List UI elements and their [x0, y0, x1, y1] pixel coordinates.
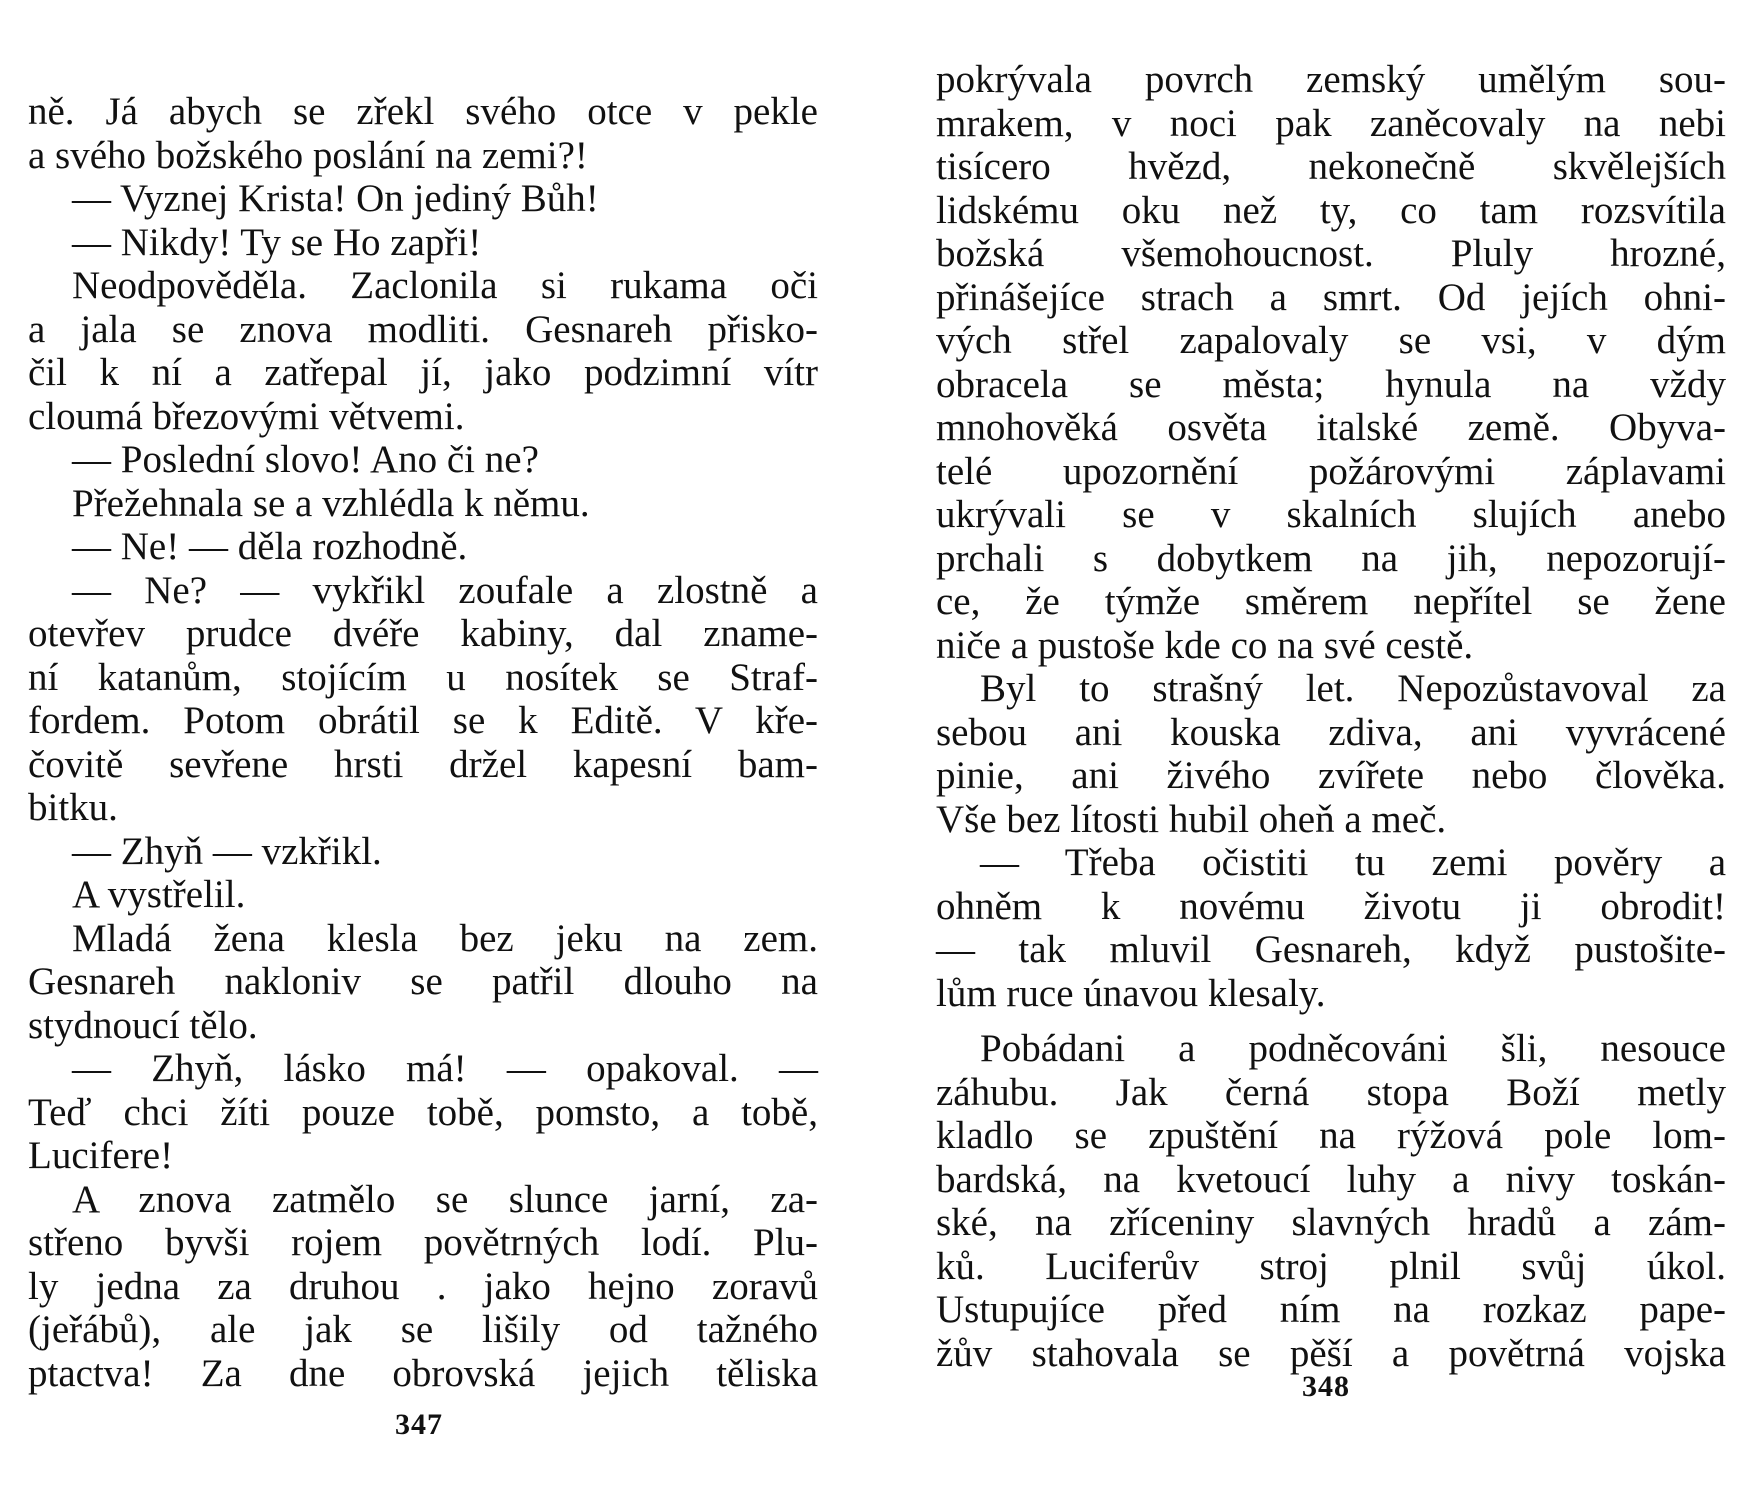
text-line: (jeřábů), ale jak se lišily od tažného — [28, 1308, 818, 1351]
right-page — [874, 0, 1748, 1500]
text-line: střeno byvši rojem povětrných lodí. Plu- — [28, 1221, 818, 1264]
left-page-number: 347 — [395, 1408, 443, 1441]
text-line: cloumá březovými větvemi. — [28, 394, 465, 438]
text-line: Teď chci žíti pouze tobě, pomsto, a tobě, — [28, 1090, 818, 1134]
text-line: kladlo se zpuštění na rýžová pole lom- — [936, 1114, 1726, 1157]
text-line: ské, na zříceniny slavných hradů a zám- — [936, 1201, 1726, 1244]
text-line: Mladá žena klesla bez jeku na zem. — [72, 916, 818, 960]
text-line: lidskému oku než ty, co tam rozsvítila — [936, 188, 1726, 232]
text-line: obracela se města; hynula na vždy — [936, 362, 1726, 406]
text-line: fordem. Potom obrátil se k Editě. V kře- — [28, 699, 818, 742]
text-line: ně. Já abych se zřekl svého otce v pekle — [28, 90, 818, 133]
text-line: — Vyznej Krista! On jediný Bůh! — [72, 177, 599, 220]
text-line: prchali s dobytkem na jih, nepozorují- — [936, 536, 1726, 580]
text-line: žův stahovala se pěší a povětrná vojska — [936, 1331, 1726, 1375]
text-line: — Nikdy! Ty se Ho zapři! — [72, 220, 482, 264]
text-line: ly jedna za druhou . jako hejno zoravů — [28, 1264, 818, 1308]
text-line: sebou ani kouska zdiva, ani vyvrácené — [936, 710, 1726, 754]
text-line: bardská, na kvetoucí luhy a nivy toskán- — [936, 1157, 1726, 1201]
text-line: — Ne! — děla rozhodně. — [72, 525, 468, 568]
text-line: Byl to strašný let. Nepozůstavoval za — [980, 667, 1726, 710]
text-line: ní katanům, stojícím u nosítek se Straf- — [28, 655, 818, 699]
text-line: — Zhyň — vzkřikl. — [72, 829, 382, 873]
text-line: — Ne? — vykřikl zoufale a zlostně a — [72, 568, 818, 612]
text-line: otevřev prudce dvéře kabiny, dal zname- — [28, 612, 818, 655]
text-line: Ustupujíce před ním na rozkaz pape- — [936, 1288, 1726, 1331]
text-line: božská všemohoucnost. Pluly hrozné, — [936, 232, 1726, 275]
text-line: pokrývala povrch zemský umělým sou- — [936, 58, 1726, 101]
text-line: A vystřelil. — [72, 873, 246, 916]
text-line: Pobádani a podněcováni šli, nesouce — [980, 1027, 1726, 1070]
text-line: přinášejíce strach a smrt. Od jejích ohni- — [936, 275, 1726, 319]
text-line: Lucifere! — [28, 1134, 174, 1177]
text-line: Vše bez lítosti hubil oheň a meč. — [936, 797, 1447, 841]
text-line: vých střel zapalovaly se vsi, v dým — [936, 319, 1726, 362]
text-line: mnohověká osvěta italské země. Obyva- — [936, 406, 1726, 449]
text-line: záhubu. Jak černá stopa Boží metly — [936, 1070, 1726, 1114]
right-page-text — [936, 58, 1726, 1375]
right-page-number: 348 — [1302, 1370, 1350, 1403]
text-line: pinie, ani živého zvířete nebo člověka. — [936, 754, 1726, 797]
text-line: ptactva! Za dne obrovská jejich těliska — [28, 1351, 818, 1395]
text-line: A znova zatmělo se slunce jarní, za- — [72, 1177, 818, 1221]
text-line: Neodpověděla. Zaclonila si rukama oči — [72, 264, 818, 307]
text-line: Gesnareh nakloniv se patřil dlouho na — [28, 960, 818, 1003]
text-line: čil k ní a zatřepal jí, jako podzimní vítr — [28, 351, 818, 394]
text-line: ohněm k novému životu ji obrodit! — [936, 884, 1726, 928]
text-line: a jala se znova modliti. Gesnareh přisko- — [28, 307, 818, 351]
text-line: niče a pustoše kde co na své cestě. — [936, 623, 1474, 667]
text-line: — tak mluvil Gesnareh, když pustošite- — [936, 928, 1726, 971]
text-line: — Třeba očistiti tu zemi pověry a — [980, 841, 1726, 884]
text-line: — Poslední slovo! Ano či ne? — [72, 438, 539, 481]
left-page-text — [28, 90, 818, 1395]
text-line: ukrývali se v skalních slujích anebo — [936, 493, 1726, 536]
text-line: stydnoucí tělo. — [28, 1003, 258, 1047]
text-line: čovitě sevřene hrsti držel kapesní bam- — [28, 742, 818, 786]
text-line: a svého božského poslání na zemi?! — [28, 133, 588, 177]
text-line: Přežehnala se a vzhlédla k němu. — [72, 481, 590, 525]
text-line: ků. Luciferův stroj plnil svůj úkol. — [936, 1244, 1726, 1288]
text-line: lům ruce únavou klesaly. — [936, 971, 1326, 1015]
text-line: — Zhyň, lásko má! — opakoval. — — [72, 1047, 818, 1090]
text-line: telé upozornění požárovými záplavami — [936, 449, 1726, 493]
text-line: mrakem, v noci pak zaněcovaly na nebi — [936, 101, 1726, 145]
text-line: tisícero hvězd, nekonečně skvělejších — [936, 145, 1726, 188]
text-line: bitku. — [28, 786, 118, 829]
text-line: ce, že týmže směrem nepřítel se žene — [936, 580, 1726, 623]
